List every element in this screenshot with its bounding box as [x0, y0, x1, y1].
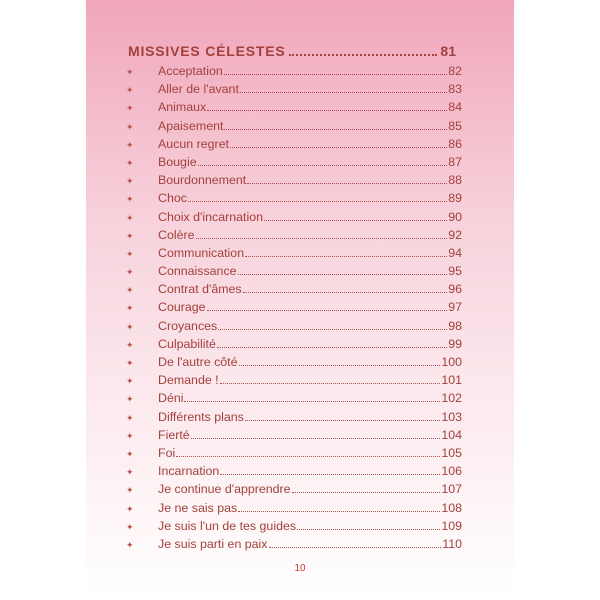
toc-leader-dots	[196, 237, 448, 239]
four-point-star-icon: ✦	[126, 485, 134, 496]
toc-entry-page-number: 96	[448, 282, 462, 297]
toc-leader-dots	[220, 473, 440, 475]
toc-entry-label: Culpabilité	[158, 336, 216, 351]
four-point-star-icon: ✦	[126, 248, 134, 259]
toc-entry[interactable]	[124, 280, 462, 298]
toc-entry[interactable]	[124, 517, 462, 535]
table-of-contents	[124, 62, 462, 553]
toc-entry-page-number: 103	[441, 409, 462, 424]
toc-entry-label: Foi	[158, 445, 176, 460]
toc-entry-label: Apaisement	[158, 118, 224, 133]
book-page	[86, 0, 514, 600]
four-point-star-icon: ✦	[126, 376, 134, 387]
four-point-star-icon: ✦	[126, 85, 134, 96]
toc-entry-page-number: 105	[441, 445, 462, 460]
four-point-star-icon: ✦	[126, 521, 134, 532]
toc-entry-page-number: 82	[448, 64, 462, 78]
toc-entry-page-number: 88	[448, 173, 462, 188]
page-folio: 10	[294, 563, 306, 574]
toc-entry-label: Aller de l'avant	[158, 82, 239, 97]
toc-entry[interactable]	[124, 408, 462, 426]
section-title: MISSIVES CÉLESTES	[128, 43, 286, 59]
four-point-star-icon: ✦	[126, 321, 134, 332]
four-point-star-icon: ✦	[126, 230, 134, 241]
toc-leader-dots	[264, 219, 447, 221]
toc-entry-label: Déni	[158, 391, 184, 406]
toc-leader-dots	[243, 291, 448, 293]
four-point-star-icon: ✦	[126, 539, 134, 550]
toc-leader-dots	[207, 109, 447, 111]
toc-entry-label: Contrat d'âmes	[158, 282, 242, 297]
toc-entry[interactable]	[124, 499, 462, 517]
four-point-star-icon: ✦	[126, 358, 134, 368]
toc-leader-dots	[292, 491, 441, 493]
toc-leader-dots	[191, 437, 441, 439]
toc-entry-page-number: 87	[448, 154, 462, 169]
toc-entry[interactable]	[124, 426, 462, 444]
four-point-star-icon: ✦	[126, 448, 134, 459]
section-leader-dots	[289, 53, 438, 56]
four-point-star-icon: ✦	[126, 194, 134, 205]
toc-entry[interactable]	[124, 208, 462, 226]
toc-entry-label: Colère	[158, 227, 195, 242]
section-page-number: 81	[440, 43, 456, 59]
toc-entry[interactable]	[124, 371, 462, 389]
toc-entry-page-number: 83	[448, 82, 462, 97]
toc-leader-dots	[224, 73, 447, 75]
toc-entry[interactable]	[124, 117, 462, 135]
toc-entry-label: Bourdonnement	[158, 173, 247, 188]
toc-entry[interactable]	[124, 171, 462, 189]
toc-entry-page-number: 95	[448, 264, 462, 279]
toc-entry-label: Fierté	[158, 427, 190, 442]
section-heading	[128, 43, 456, 61]
four-point-star-icon: ✦	[126, 212, 134, 223]
toc-entry-label: Je ne sais pas	[158, 500, 238, 515]
four-point-star-icon: ✦	[126, 285, 134, 296]
toc-entry-label: Communication	[158, 245, 245, 260]
toc-entry-page-number: 102	[441, 391, 462, 406]
toc-entry-page-number: 94	[448, 245, 462, 260]
toc-entry-page-number: 107	[441, 482, 462, 497]
toc-leader-dots	[218, 328, 447, 330]
toc-entry-label: Connaissance	[158, 264, 237, 279]
four-point-star-icon: ✦	[126, 121, 134, 132]
toc-entry-page-number: 106	[441, 464, 462, 479]
toc-entry-label: Bougie	[158, 154, 197, 169]
toc-entry-label: Choix d'incarnation	[158, 209, 263, 224]
toc-entry[interactable]	[124, 480, 462, 498]
four-point-star-icon: ✦	[126, 339, 134, 350]
four-point-star-icon: ✦	[126, 139, 134, 150]
toc-entry[interactable]	[124, 62, 462, 80]
toc-entry[interactable]	[124, 153, 462, 171]
toc-leader-dots	[247, 182, 447, 184]
four-point-star-icon: ✦	[126, 503, 134, 514]
toc-entry[interactable]	[124, 444, 462, 462]
toc-entry-label: De l'autre côté	[158, 355, 238, 369]
toc-entry-page-number: 101	[441, 373, 462, 388]
toc-entry-page-number: 109	[441, 518, 462, 533]
toc-entry-label: Acceptation	[158, 64, 223, 78]
toc-leader-dots	[176, 455, 440, 457]
toc-entry-label: Demande !	[158, 373, 219, 388]
toc-leader-dots	[269, 546, 442, 548]
four-point-star-icon: ✦	[126, 157, 134, 168]
toc-entry-label: Courage	[158, 300, 206, 315]
toc-entry-label: Différents plans	[158, 409, 244, 424]
toc-leader-dots	[245, 419, 440, 421]
four-point-star-icon: ✦	[126, 467, 134, 478]
toc-leader-dots	[240, 91, 447, 93]
toc-entry-page-number: 84	[448, 100, 462, 115]
toc-entry-label: Incarnation	[158, 464, 220, 479]
toc-entry-page-number: 89	[448, 191, 462, 206]
four-point-star-icon: ✦	[126, 103, 134, 114]
toc-entry-page-number: 92	[448, 227, 462, 242]
toc-entry[interactable]	[124, 262, 462, 280]
toc-leader-dots	[207, 309, 448, 311]
toc-leader-dots	[239, 364, 441, 366]
four-point-star-icon: ✦	[126, 430, 134, 441]
toc-entry-label: Choc	[158, 191, 187, 206]
toc-leader-dots	[198, 164, 448, 166]
four-point-star-icon: ✦	[126, 412, 134, 423]
toc-entry-page-number: 90	[448, 209, 462, 224]
toc-entry-label: Je suis parti en paix	[158, 536, 268, 551]
toc-entry[interactable]	[124, 298, 462, 316]
toc-entry-label: Croyances	[158, 318, 218, 333]
toc-leader-dots	[238, 510, 440, 512]
toc-entry-page-number: 86	[448, 136, 462, 151]
four-point-star-icon: ✦	[126, 303, 134, 314]
toc-entry[interactable]	[124, 98, 462, 116]
toc-entry[interactable]	[124, 244, 462, 262]
toc-entry-page-number: 98	[448, 318, 462, 333]
toc-leader-dots	[217, 346, 447, 348]
toc-leader-dots	[224, 128, 447, 130]
toc-entry-page-number: 100	[441, 355, 462, 369]
toc-entry-label: Je continue d'apprendre	[158, 482, 291, 497]
toc-entry-page-number: 110	[442, 536, 462, 551]
toc-entry-label: Animaux	[158, 100, 207, 115]
toc-entry-page-number: 104	[441, 427, 462, 442]
toc-entry-label: Je suis l'un de tes guides	[158, 518, 297, 533]
toc-leader-dots	[245, 255, 447, 257]
toc-entry[interactable]	[124, 135, 462, 153]
toc-entry[interactable]	[124, 189, 462, 207]
toc-leader-dots	[188, 200, 447, 202]
toc-entry[interactable]	[124, 462, 462, 480]
four-point-star-icon: ✦	[126, 267, 134, 278]
four-point-star-icon: ✦	[126, 394, 134, 405]
toc-entry[interactable]	[124, 335, 462, 353]
toc-entry[interactable]	[124, 317, 462, 335]
toc-entry-page-number: 97	[448, 300, 462, 315]
toc-leader-dots	[220, 382, 441, 384]
toc-leader-dots	[297, 528, 440, 530]
toc-entry-page-number: 99	[448, 336, 462, 351]
four-point-star-icon: ✦	[126, 176, 134, 187]
toc-entry[interactable]	[124, 389, 462, 407]
four-point-star-icon: ✦	[126, 67, 134, 77]
toc-entry[interactable]	[124, 226, 462, 244]
toc-entry[interactable]	[124, 535, 462, 553]
toc-leader-dots	[230, 146, 447, 148]
toc-entry[interactable]	[124, 80, 462, 98]
toc-entry-page-number: 108	[441, 500, 462, 515]
toc-entry[interactable]	[124, 353, 462, 371]
toc-entry-label: Aucun regret	[158, 136, 229, 151]
toc-leader-dots	[184, 400, 440, 402]
toc-entry-page-number: 85	[448, 118, 462, 133]
toc-leader-dots	[238, 273, 448, 275]
